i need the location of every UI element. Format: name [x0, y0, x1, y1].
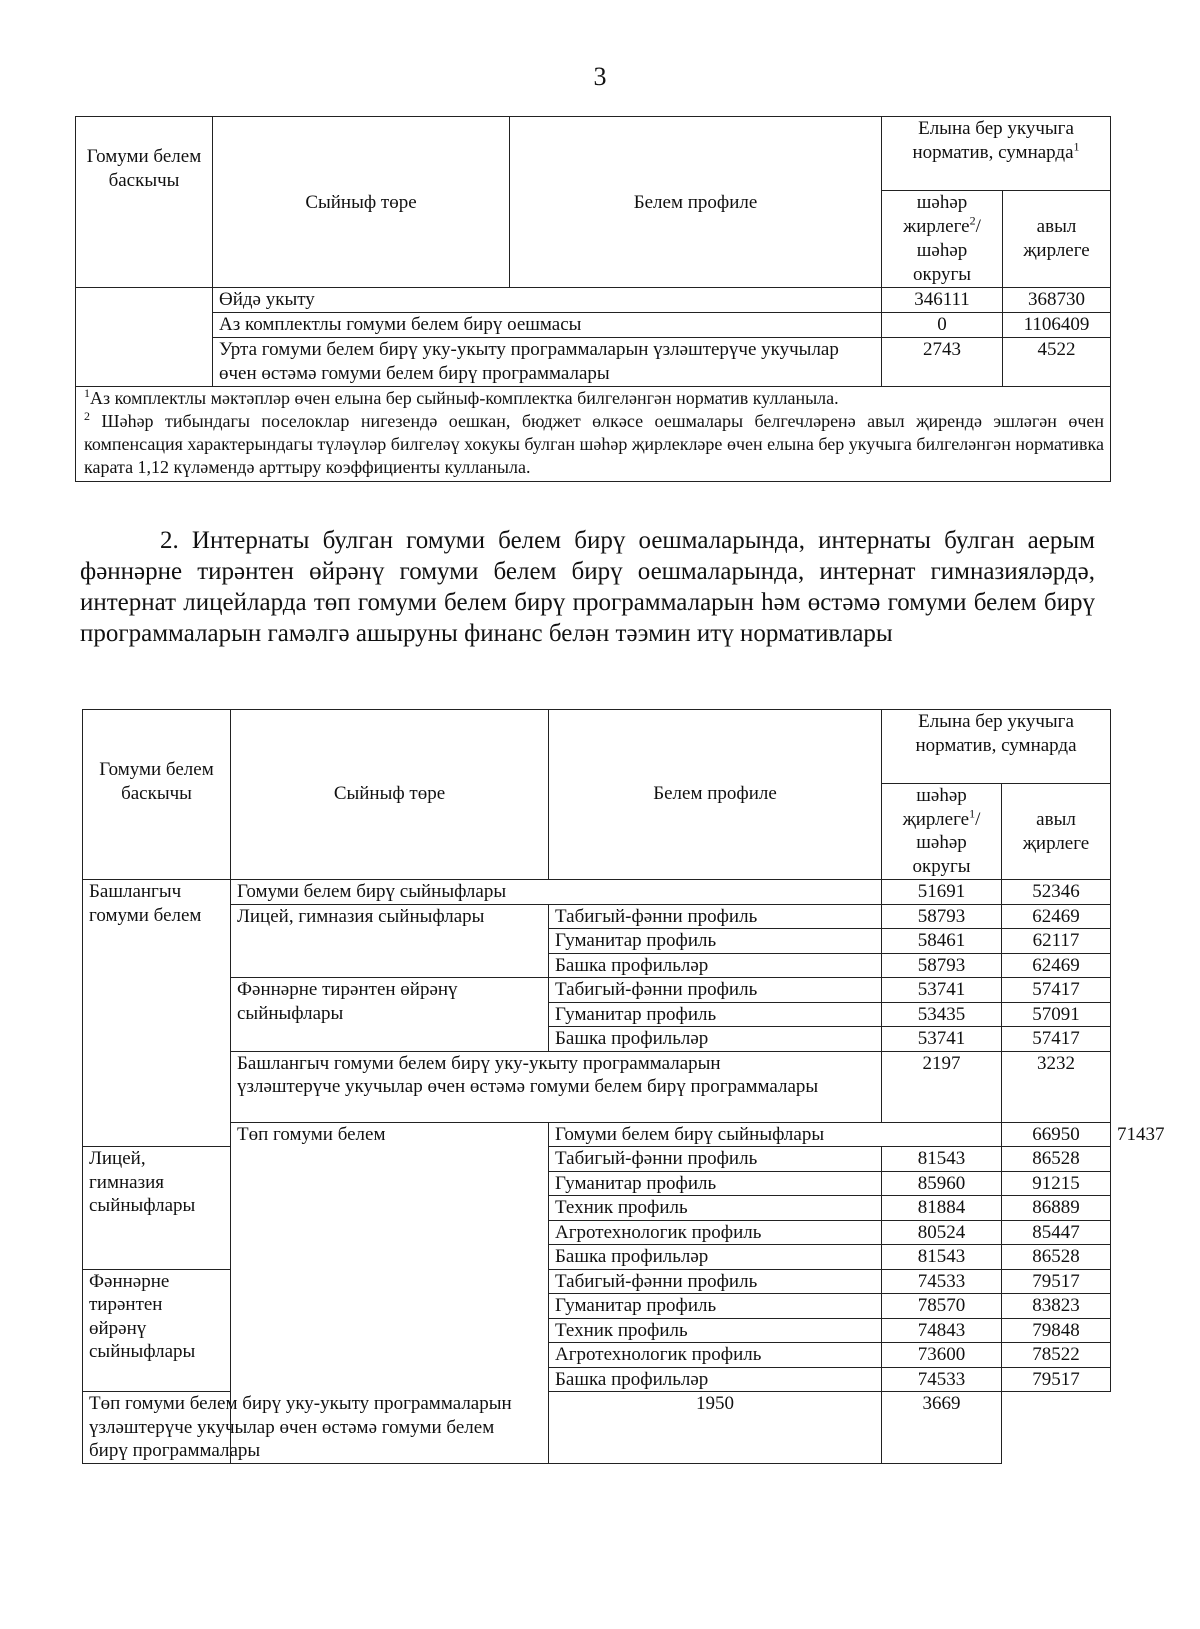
header-class-type: Сыйныф төре — [213, 117, 510, 288]
rural-value: 79517 — [1002, 1367, 1111, 1392]
profile-cell: Башка профильләр — [549, 953, 882, 978]
header-rural: авыл җирлеге — [1002, 784, 1111, 880]
rural-value: 79517 — [1002, 1269, 1111, 1294]
header-level: Гомуми белем баскычы — [76, 117, 213, 288]
profile-cell: Агротехнологик профиль — [549, 1343, 882, 1368]
profile-cell: Табигый-фәнни профиль — [549, 1147, 882, 1172]
footnote-1: $^1$Аз комплектлы мәктәпләр өчен елына бер сыйныф-комплектка билгеләнгән норматив кулланыла. — [84, 386, 839, 408]
rural-value: 4522 — [1003, 338, 1111, 387]
urban-value: 74533 — [882, 1269, 1002, 1294]
profile-cell: Башка профильләр — [549, 1027, 882, 1052]
rural-value: 52346 — [1002, 880, 1111, 905]
table-boarding-norms: Гомуми белем баскычы Сыйныф төре Белем профиле Елына бер укучыга норматив, сумнарда шәһәр җирлеге$^1$/ шәһәр округы авыл җирлеге Башлангыч гомуми белем Гомуми белем бирү сыйныфлары 51691 52346 Лицей, гимназия сыйныфлары Табигый-фәнни профиль 58793 62469 Гуманитар профиль 58461 62117 Башка профильләр 58793 62469 Фәннәрне тирәнтен өйрәнү сыйныфлары Табигый-фәнни профиль 53741 57417 Гуманитар профиль 53435 57091 Башка профильләр 53741 57417 Башлангыч гомуми белем бирү уку-укыту программаларын үзләштерүче укучылар өчен өстәмә гомуми белем бирү программалары 2197 3232 Төп гомуми белем Гомуми белем бирү сыйныфлары 66950 71437 Лицей, гимназия сыйныфлары Табигый-фәнни профиль 81543 86528 Гуманитар профиль 85960 91215 Техник профиль 81884 86889 Агротехнологик профиль 80524 85447 Башка профильләр 81543 86528 Фәннәрне тирәнтен өйрәнү сыйныфлары Табигый-фәнни профиль 74533 79517 Гуманитар профиль 78570 83823 Техник профиль 74843 79848 Агротехнологик профиль 73600 78522 Башка профильләр 74533 79517 Төп гомуми белем бирү уку-укыту программаларын үзләштерүче укучылар өчен өстәмә гомуми белем бирү программалары 1950 3669 — [82, 709, 1111, 1464]
profile-cell: Техник профиль — [549, 1196, 882, 1221]
profile-cell: Гуманитар профиль — [549, 1002, 882, 1027]
rural-value: 57091 — [1002, 1002, 1111, 1027]
header-class-type: Сыйныф төре — [231, 710, 549, 880]
row-label: Урта гомуми белем бирү уку-укыту программаларын үзләштерүче укучылар өчен өстәмә гомуми белем бирү программалары — [213, 338, 882, 387]
urban-value: 1950 — [549, 1392, 882, 1464]
profile-cell: Гуманитар профиль — [549, 1294, 882, 1319]
urban-value: 53435 — [882, 1002, 1002, 1027]
profile-cell: Техник профиль — [549, 1318, 882, 1343]
rural-value: 62469 — [1002, 904, 1111, 929]
rural-value: 1106409 — [1003, 313, 1111, 338]
footnotes — [76, 387, 1111, 482]
class-type-cell: Фәннәрне тирәнтен өйрәнү сыйныфлары — [231, 978, 549, 1052]
rural-value: 3232 — [1002, 1051, 1111, 1122]
urban-value: 0 — [882, 313, 1003, 338]
footnote-2: $^2$ Шәһәр тибындагы поселоклар нигезендә оешкан, бюджет өлкәсе оешмалары белгечләренә авыл җирендә эшләгән өчен компенсация характерындагы түләүләр билгеләү хокукы булган шәһәр җирлекләре өчен елына бер укучыга билгеләнгән нормативка карата 1,12 күләмендә арттыру коэффициенты кулланыла. — [84, 409, 1105, 477]
profile-cell: Табигый-фәнни профиль — [549, 904, 882, 929]
urban-value: 58793 — [882, 953, 1002, 978]
class-type-cell: Фәннәрне тирәнтен өйрәнү сыйныфлары — [83, 1269, 231, 1392]
class-type-cell: Лицей, гимназия сыйныфлары — [83, 1147, 231, 1270]
row-label: Өйдә укыту — [213, 288, 882, 313]
profile-cell: Башка профильләр — [549, 1245, 882, 1270]
urban-value: 74843 — [882, 1318, 1002, 1343]
rural-value: 62469 — [1002, 953, 1111, 978]
urban-value: 53741 — [882, 1027, 1002, 1052]
urban-value: 51691 — [882, 880, 1002, 905]
profile-cell: Табигый-фәнни профиль — [549, 1269, 882, 1294]
header-rural: авыл җирлеге — [1003, 191, 1111, 288]
urban-value: 2743 — [882, 338, 1003, 387]
header-level: Гомуми белем баскычы — [83, 710, 231, 880]
urban-value: 85960 — [882, 1171, 1002, 1196]
empty-level-cell — [76, 288, 213, 387]
rural-value: 3669 — [882, 1392, 1002, 1464]
urban-value: 58461 — [882, 929, 1002, 954]
profile-cell: Табигый-фәнни профиль — [549, 978, 882, 1003]
rural-value: 85447 — [1002, 1220, 1111, 1245]
level-cell: Төп гомуми белем — [231, 1122, 549, 1464]
rural-value: 57417 — [1002, 978, 1111, 1003]
urban-value: 81884 — [882, 1196, 1002, 1221]
table-continued-norms — [75, 116, 1111, 482]
header-urban: шәһәр җирлеге$^1$/ шәһәр округы — [882, 784, 1002, 880]
rural-value: 78522 — [1002, 1343, 1111, 1368]
urban-value: 2197 — [882, 1051, 1002, 1122]
rural-value: 79848 — [1002, 1318, 1111, 1343]
urban-value: 81543 — [882, 1147, 1002, 1172]
urban-value: 74533 — [882, 1367, 1002, 1392]
profile-cell: Башка профильләр — [549, 1367, 882, 1392]
header-norm: Елына бер укучыга норматив, сумнарда — [882, 710, 1111, 784]
class-type-cell: Лицей, гимназия сыйныфлары — [231, 904, 549, 978]
urban-value: 66950 — [1002, 1122, 1111, 1147]
profile-cell: Гуманитар профиль — [549, 1171, 882, 1196]
urban-value: 346111 — [882, 288, 1003, 313]
header-profile: Белем профиле — [549, 710, 882, 880]
rural-value: 86528 — [1002, 1245, 1111, 1270]
rural-value: 86889 — [1002, 1196, 1111, 1221]
section-heading-paragraph: 2. Интернаты булган гомуми белем бирү оешмаларында, интернаты булган аерым фәннәрне тирәнтен өйрәнү гомуми белем бирү оешмаларында, интернат гимназияләрдә, интернат лицейларда төп гомуми белем бирү программаларын һәм өстәмә гомуми белем бирү программаларын гамәлгә ашыруны финанс белән тәэмин итү нормативлары — [80, 527, 1095, 647]
rural-value: 57417 — [1002, 1027, 1111, 1052]
urban-value: 81543 — [882, 1245, 1002, 1270]
urban-value: 53741 — [882, 978, 1002, 1003]
row-label: Төп гомуми белем бирү уку-укыту программаларын үзләштерүче укучылар өчен өстәмә гомуми белем бирү программалары — [83, 1392, 549, 1464]
rural-value: 368730 — [1003, 288, 1111, 313]
row-label: Башлангыч гомуми белем бирү уку-укыту программаларын үзләштерүче укучылар өчен өстәмә гомуми белем бирү программалары — [231, 1051, 882, 1122]
urban-value: 80524 — [882, 1220, 1002, 1245]
rural-value: 91215 — [1002, 1171, 1111, 1196]
profile-cell: Агротехнологик профиль — [549, 1220, 882, 1245]
header-urban: шәһәр жирлеге$^2$/ шәһәр округы — [882, 191, 1003, 288]
row-label: Гомуми белем бирү сыйныфлары — [231, 880, 882, 905]
row-label: Гомуми белем бирү сыйныфлары — [549, 1122, 1002, 1147]
profile-cell: Гуманитар профиль — [549, 929, 882, 954]
urban-value: 73600 — [882, 1343, 1002, 1368]
rural-value: 62117 — [1002, 929, 1111, 954]
urban-value: 58793 — [882, 904, 1002, 929]
urban-value: 78570 — [882, 1294, 1002, 1319]
header-profile: Белем профиле — [510, 117, 882, 288]
page-number: 3 — [593, 62, 607, 91]
row-label: Аз комплектлы гомуми белем бирү оешмасы — [213, 313, 882, 338]
level-cell: Башлангыч гомуми белем — [83, 880, 231, 1147]
rural-value: 86528 — [1002, 1147, 1111, 1172]
header-norm: Елына бер укучыга норматив, сумнарда$^1$ — [882, 117, 1111, 191]
rural-value: 83823 — [1002, 1294, 1111, 1319]
